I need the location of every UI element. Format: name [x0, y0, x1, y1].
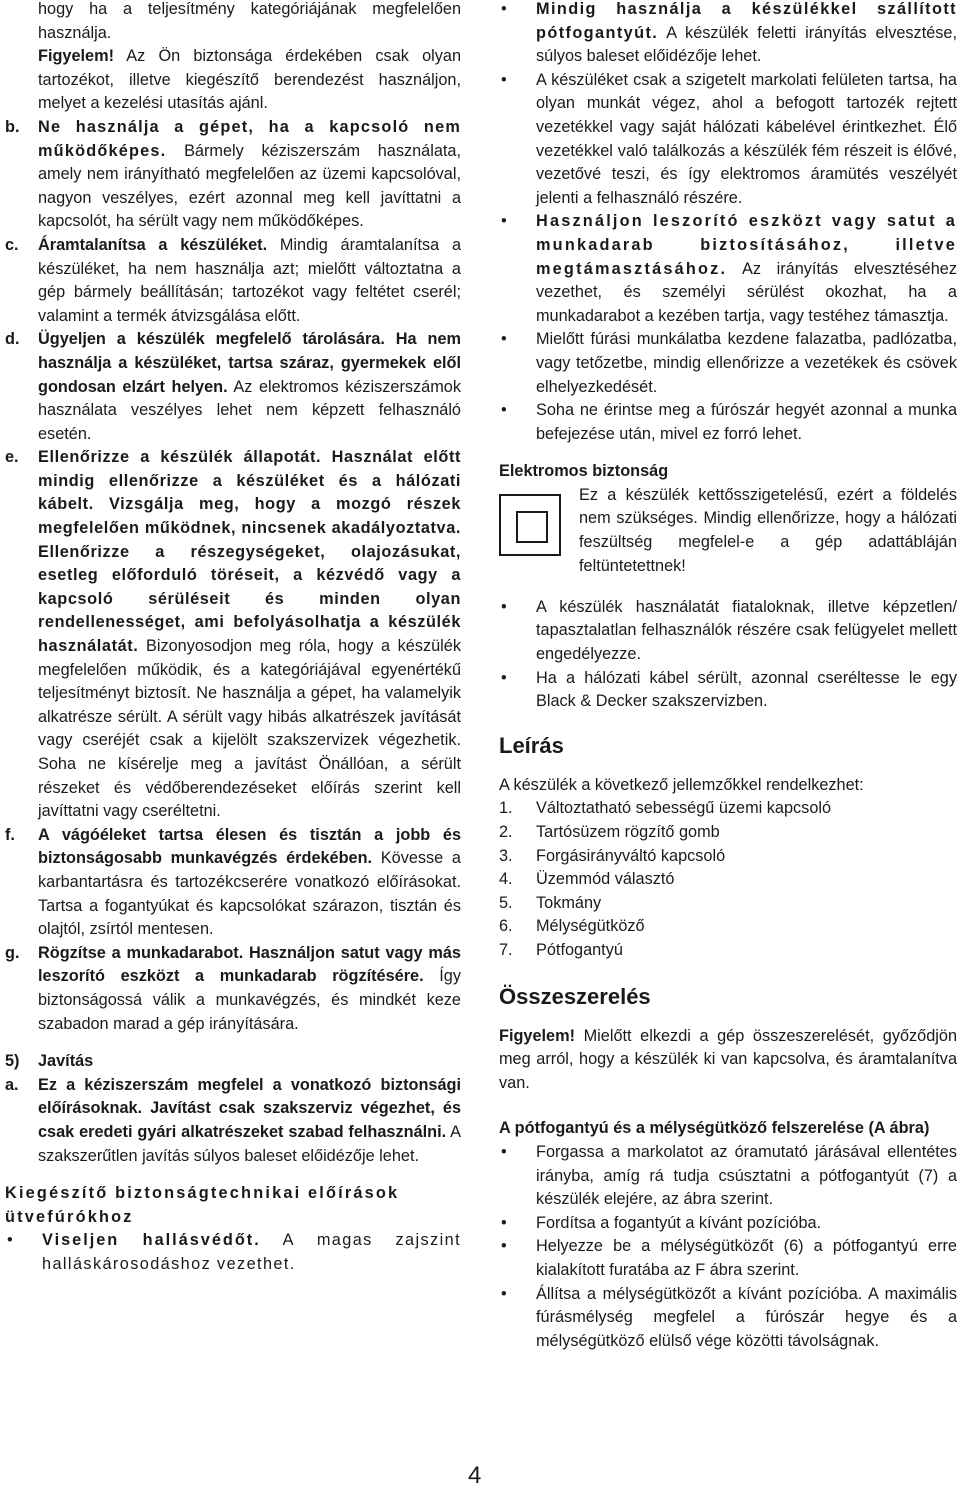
bullet-symbol: • — [501, 212, 507, 231]
warning-label: Figyelem! — [499, 1026, 576, 1045]
bullet-hot-bit — [499, 399, 957, 446]
description-title: Leírás — [499, 732, 564, 758]
item-label: g. — [5, 943, 20, 962]
item-text: Kövesse a karbantartásra és tartozékcserére vonatkozó előírásokat. Tartsa a fogantyúkat és kapcsolókat szárazon, tisztán és olajtól, zsírtól mentesen. — [38, 849, 461, 939]
item-heading: Rögzítse a munkadarabot. Használjon satut vagy más leszorító eszközt a munkadarab rögzítésére. — [38, 943, 461, 986]
bullet-text: Forgassa a markolatot az óramutató járásával ellentétes irányba, amíg rá tudja csúsztatni a pótfogantyút (7) a készülék elejére, az ábra szerint. — [536, 1142, 957, 1209]
item-heading: Ügyeljen a készülék megfelelő tárolására. Ha nem használja a készüléket, tartsa száraz, gyermekek elől gondosan elzárt helyen. — [38, 330, 461, 396]
item-heading: Áramtalanítsa a készüléket. — [38, 235, 268, 254]
bullet-check-wires — [499, 328, 957, 399]
double-insulation-icon — [499, 494, 561, 556]
bullet-heading: Használjon leszorító eszközt vagy satut a munkadarab biztosításához, illetve megtámasztásához. — [536, 212, 957, 278]
feature-label: Változtatható sebességű üzemi kapcsoló — [536, 799, 832, 818]
intro-text: hogy ha a teljesítmény kategóriájának megfelelően használja. — [38, 0, 461, 42]
bullet-clamp — [499, 210, 957, 328]
electrical-safety-text: Ez a készülék kettősszigetelésű, ezért a földelés nem szükséges. Mindig ellenőrizze, hogy a hálózati feszültség megfelel-e a gép adattábláján feltüntetettnek! — [579, 485, 957, 575]
item-label: c. — [5, 235, 19, 254]
item-heading: Ez a kéziszerszám megfelel a vonatkozó biztonsági előírásoknak. Javítást csak szakszerviz végezhet, és csak eredeti gyári alkatrészeket szabad felhasználni. — [38, 1075, 461, 1141]
feature-number: 5. — [499, 893, 513, 912]
bullet-text: Fordítsa a fogantyút a kívánt pozícióba. — [536, 1213, 822, 1232]
item-b — [5, 116, 461, 234]
section-title: Javítás — [38, 1052, 94, 1071]
feature-label: Tokmány — [536, 893, 602, 912]
bullet-text: A készülék feletti irányítás elvesztése, súlyos baleset előidézője lehet. — [536, 23, 957, 66]
extra-safety-title: Kiegészítő biztonságtechnikai előírások ütvefúrókhoz — [5, 1184, 400, 1226]
bullet-text: Ha a hálózati kábel sérült, azonnal cseréltesse le egy Black & Decker szakszervizben. — [536, 668, 957, 711]
item-text: Bizonyosodjon meg róla, hogy a készülék megfelelően működik, és a kategóriájával egyenértékű teljesítményt biztosít. Ne használja a gépet, ha valamelyik alkatrésze sérült. A sérült vagy hibás alkatrészek javítását vagy cseréjét csak a kijelölt szakszervizek végezhetik. Soha ne kísérelje meg a javítást Önállóan, a sérült részeket és védőberendezéseket előírás szerint kell javíttatni vagy cseréltetni. — [38, 637, 461, 821]
warning-text: Mielőtt elkezdi a gép összeszerelését, győződjön meg arról, hogy a készülék ki van kapcsolva, és áramtalanítva van. — [499, 1026, 957, 1092]
bullet-text: A készülék használatát fiataloknak, illetve képzetlen/ tapasztalatlan felhasználók részére csak felügyelet mellett engedélyezze. — [536, 597, 957, 664]
bullet-hearing — [5, 1229, 461, 1276]
electrical-safety-block — [499, 484, 957, 580]
bullet-insulated-grip — [499, 69, 957, 211]
feature-item — [499, 915, 957, 939]
item-text: Így biztonságossá válik a munkavégzés, és mindkét keze szabadon marad a gép irányítására. — [38, 967, 461, 1033]
bullet-symbol: • — [501, 1213, 507, 1232]
bullet-symbol: • — [501, 70, 507, 89]
assembly-title: Összeszerelés — [499, 983, 651, 1009]
bullet-fit-1 — [499, 1141, 957, 1212]
assembly-warning — [499, 1025, 957, 1096]
item-heading: A vágóéleket tartsa élesen és tisztán a jobb és biztonságosabb munkavégzés érdekében. — [38, 825, 461, 868]
feature-label: Üzemmód választó — [536, 870, 675, 889]
bullet-auxiliary-handle — [499, 0, 957, 69]
item-text: Bármely kéziszerszám használata, amely nem irányítható megfelelően az üzemi kapcsolóval, nagyon veszélyes, ezért azonnal meg kell javíttatni a kapcsolót, ha sérült vagy nem működőképes. — [38, 141, 461, 231]
feature-item — [499, 845, 957, 869]
feature-number: 2. — [499, 823, 513, 842]
feature-number: 6. — [499, 917, 513, 936]
feature-item — [499, 797, 957, 821]
item-label: b. — [5, 117, 20, 136]
bullet-symbol: • — [501, 1284, 507, 1303]
item-label: d. — [5, 330, 20, 349]
item-d — [5, 328, 461, 446]
feature-label: Forgásirányváltó kapcsoló — [536, 846, 726, 865]
page-number: 4 — [468, 1462, 482, 1489]
bullet-damaged-cable — [499, 667, 957, 714]
bullet-symbol: • — [501, 1142, 507, 1161]
feature-label: Mélységütköző — [536, 917, 645, 936]
double-insulation-inner-square — [516, 511, 548, 543]
bullet-symbol: • — [7, 1231, 13, 1250]
item-heading: Ne használja a gépet, ha a kapcsoló nem működőképes. — [38, 117, 461, 160]
item-text: Az elektromos kéziszerszámok használata veszélyes lehet nem képzett felhasználó esetén. — [38, 377, 461, 443]
bullet-fit-2 — [499, 1212, 957, 1236]
feature-item — [499, 892, 957, 916]
feature-label: Tartósüzem rögzítő gomb — [536, 823, 720, 842]
bullet-fit-4 — [499, 1283, 957, 1354]
feature-item — [499, 821, 957, 845]
bullet-symbol: • — [501, 668, 507, 687]
bullet-heading: Mindig használja a készülékkel szállított pótfogantyút. — [536, 0, 957, 42]
electrical-safety-title: Elektromos biztonság — [499, 462, 669, 481]
warning-text: Az Ön biztonsága érdekében csak olyan tartozékot, illetve kiegészítő berendezést használjon, melyet a kezelési utasítás ajánl. — [38, 47, 461, 113]
item-label: a. — [5, 1075, 19, 1094]
right-column — [499, 0, 957, 1353]
feature-label: Pótfogantyú — [536, 941, 623, 959]
intro-warning — [5, 45, 461, 116]
description-intro: A készülék a következő jellemzőkkel rendelkezhet: — [499, 775, 864, 794]
feature-number: 7. — [499, 941, 513, 959]
item-a — [5, 1074, 461, 1168]
bullet-symbol: • — [501, 0, 507, 18]
bullet-heading: Viseljen hallásvédőt. — [42, 1231, 261, 1250]
bullet-text: Helyezze be a mélységütközőt (6) a pótfogantyú erre kialakított furatába az F ábra szerint. — [536, 1237, 957, 1279]
bullet-text: A készüléket csak a szigetelt markolati felületen tartsa, ha olyan munkát végez, ahol a befogott tartozék rejtett vezetékkel vagy saját hálózati kábelével érintkezhet. Élő vezetékkel való találkozás a készülék fém részeit is élővé, vezetővé teszi, és így elektromos áramütés veszélyét jelenti a felhasználó részére. — [536, 70, 957, 207]
intro-paragraph — [5, 0, 461, 45]
item-text: A szakszerűtlen javítás súlyos baleset előidézője lehet. — [38, 1122, 462, 1165]
feature-item — [499, 868, 957, 892]
feature-number: 1. — [499, 799, 513, 818]
section-number: 5) — [5, 1052, 20, 1071]
left-column — [5, 0, 461, 1276]
bullet-text: Soha ne érintse meg a fúrószár hegyét azonnal a munka befejezése után, mivel ez forró lehet. — [536, 401, 957, 443]
item-f — [5, 824, 461, 942]
bullet-symbol: • — [501, 330, 507, 349]
bullet-text: Mielőtt fúrási munkálatba kezdene falazatba, padlózatba, vagy tetőzetbe, mindig ellenőrizze a vezetékek és csövek elhelyezkedését. — [536, 330, 957, 396]
bullet-symbol: • — [501, 597, 507, 616]
bullet-supervision — [499, 596, 957, 667]
warning-label: Figyelem! — [38, 47, 115, 66]
item-text: Mindig áramtalanítsa a készüléket, ha nem használja azt; mielőtt változtatna a gép bármely beállításán; tartozékot vagy feltétet cserél; valamint a termék átvizsgálása előtt. — [38, 235, 461, 325]
bullet-symbol: • — [501, 1237, 507, 1256]
item-c — [5, 234, 461, 328]
bullet-text: Az irányítás elvesztéséhez vezethet, és személyi sérülést okozhat, ha a munkadarabot a kezében tartja, vagy testéhez támasztja. — [536, 259, 957, 325]
item-g — [5, 942, 461, 1036]
bullet-text: Állítsa a mélységütközőt a kívánt pozícióba. A maximális fúrásmélység megfelel a fúrószár hegye és a mélységütköző elülső vége közötti távolságnak. — [536, 1284, 957, 1350]
feature-list — [499, 797, 957, 962]
bullet-fit-3 — [499, 1235, 957, 1282]
feature-number: 3. — [499, 846, 513, 865]
feature-item — [499, 939, 957, 963]
item-e — [5, 446, 461, 824]
bullet-text: A magas zajszint halláskárosodáshoz vezethet. — [42, 1231, 462, 1273]
item-heading: Ellenőrizze a készülék állapotát. Használat előtt mindig ellenőrizze a készüléket és a hálózati kábelt. Vizsgálja meg, hogy a mozgó részek megfelelően működnek, nincsenek akadályoztatva. Ellenőrizze a részegységeket, olajozásukat, esetleg előforduló töréseit, a kézvédő vagy a kapcsoló sérüléseit és minden olyan rendellenességet, ami befolyásolhatja a készülék használatát. — [38, 448, 461, 656]
feature-number: 4. — [499, 870, 513, 889]
item-label: f. — [5, 825, 15, 844]
section-5-heading — [5, 1050, 461, 1074]
bullet-symbol: • — [501, 401, 507, 420]
item-label: e. — [5, 448, 19, 467]
fitting-title: A pótfogantyú és a mélységütköző felszerelése (A ábra) — [499, 1119, 930, 1138]
